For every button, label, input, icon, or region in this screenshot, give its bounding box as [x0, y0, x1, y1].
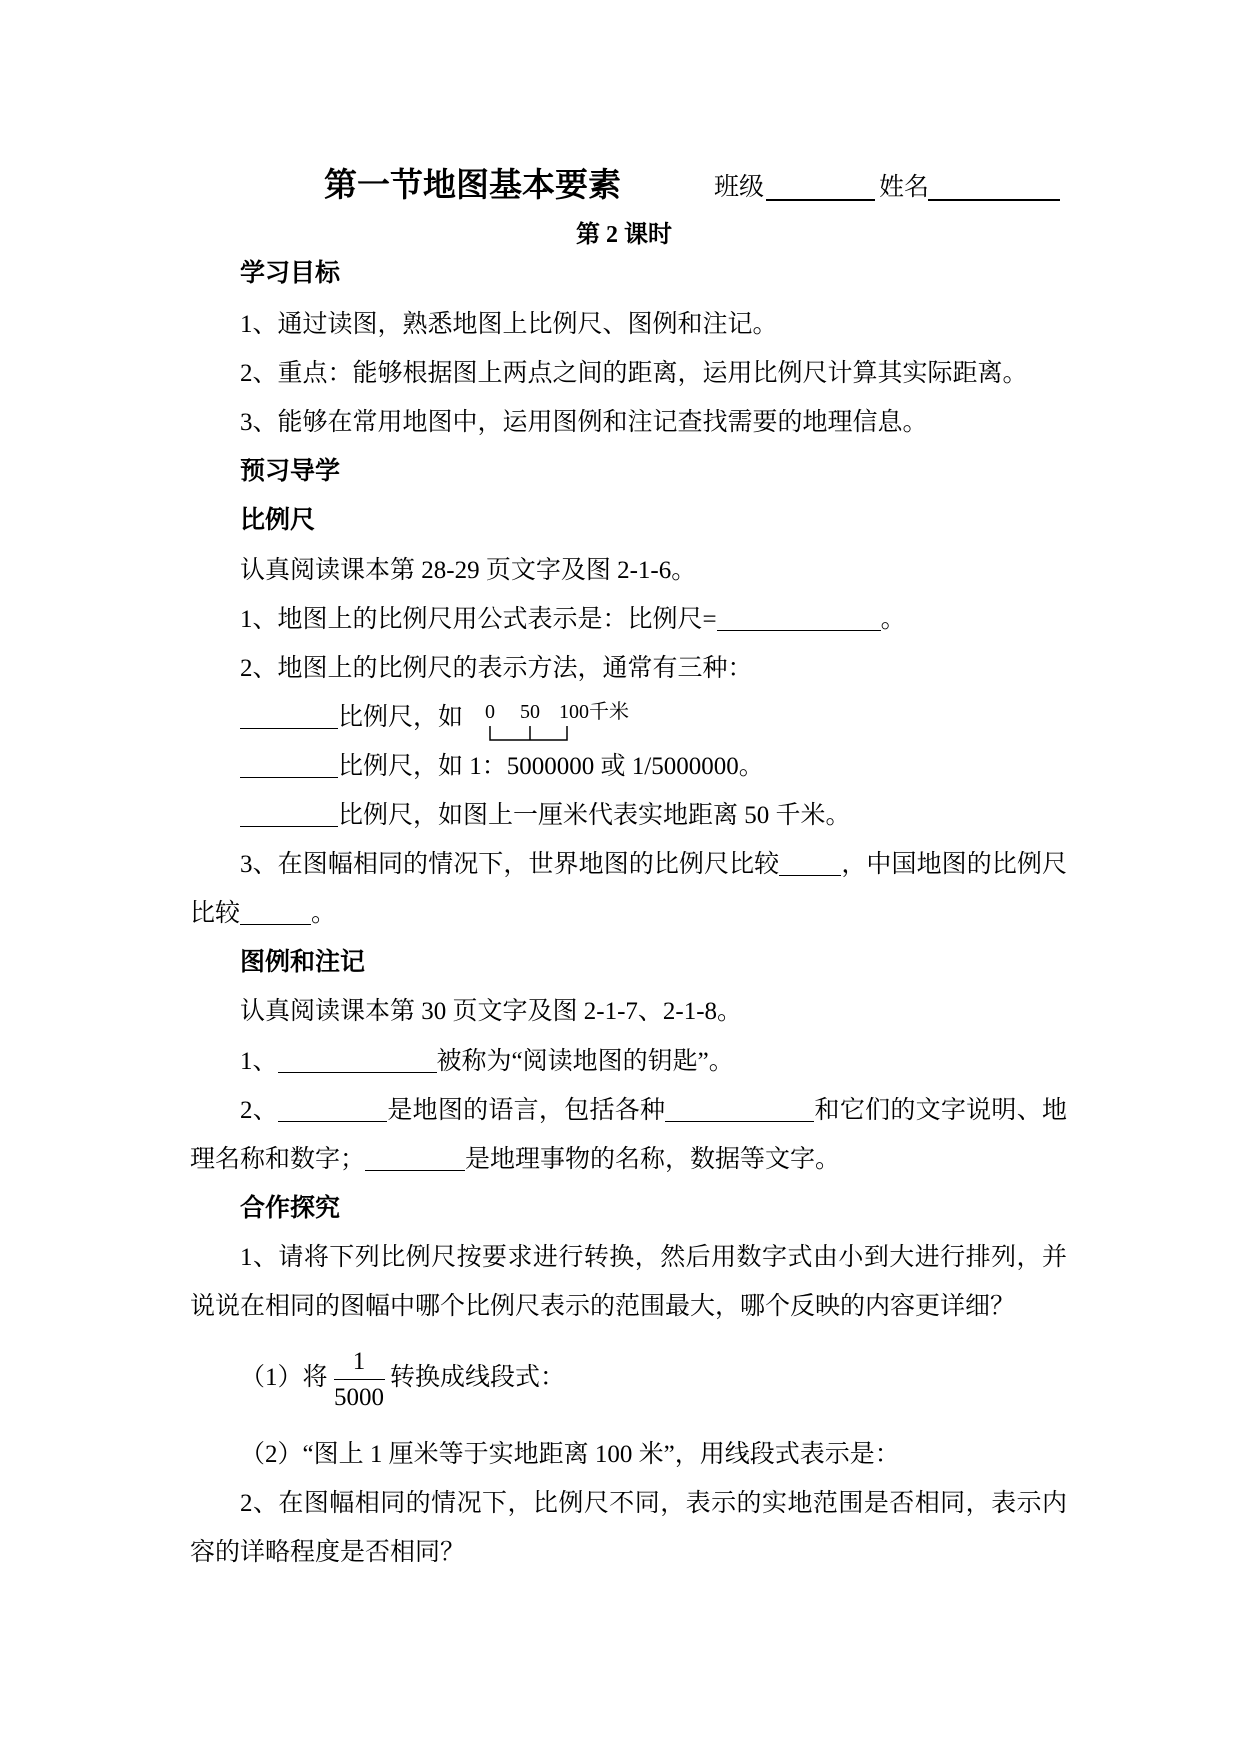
inquiry-part-1-suffix: 转换成线段式：	[390, 1364, 566, 1391]
method-text: 比例尺，如 1：5000000 或 1/5000000。	[338, 753, 764, 780]
fraction-denominator: 5000	[334, 1384, 384, 1411]
scale-bar-label: 0	[485, 701, 495, 723]
question-text: ，中国地图的比例尺	[841, 851, 1067, 878]
lesson-label: 第 2 课时	[576, 222, 672, 248]
section-heading-preview: 预习导学	[240, 458, 341, 485]
answer-blank	[240, 804, 338, 827]
scale-intro: 认真阅读课本第 28-29 页文字及图 2-1-6。	[240, 557, 697, 584]
method-text: 比例尺，如	[338, 704, 464, 731]
answer-blank	[240, 755, 338, 778]
subsection-heading-scale: 比例尺	[240, 507, 316, 534]
question-text: 2、	[240, 1097, 279, 1124]
objective-item: 1、通过读图，熟悉地图上比例尺、图例和注记。	[240, 311, 778, 338]
answer-blank	[665, 1099, 814, 1122]
name-label: 姓名	[879, 174, 930, 201]
answer-blank	[717, 608, 881, 631]
objective-item: 3、能够在常用地图中，运用图例和注记查找需要的地理信息。	[240, 409, 928, 436]
answer-blank	[240, 902, 311, 925]
answer-blank	[365, 1148, 465, 1171]
question-text: 1、地图上的比例尺用公式表示是：比例尺=	[240, 606, 717, 633]
question-text: 是地图的语言，包括各种	[387, 1097, 666, 1124]
question-text: 1、	[240, 1048, 278, 1075]
inquiry-question-2: 2、在图幅相同的情况下，比例尺不同，表示的实地范围是否相同，表示内	[240, 1490, 1067, 1517]
name-blank	[928, 199, 1060, 201]
scale-bar-label: 100千米	[559, 701, 629, 723]
question-text: 比较	[190, 900, 241, 927]
scale-bar-icon	[484, 722, 574, 746]
answer-blank	[278, 1050, 437, 1073]
answer-blank	[240, 706, 338, 729]
legend-question-2	[190, 1091, 1067, 1131]
scale-bar-line	[490, 726, 567, 740]
inquiry-part-1-prefix: （1）将	[240, 1364, 328, 1391]
scale-question-2: 2、地图上的比例尺的表示方法，通常有三种：	[240, 655, 753, 682]
legend-intro: 认真阅读课本第 30 页文字及图 2-1-7、2-1-8。	[240, 998, 743, 1025]
legend-question-1	[190, 1042, 1067, 1082]
inquiry-part-2: （2）“图上 1 厘米等于实地距离 100 米”，用线段式表示是：	[240, 1441, 900, 1468]
method-text: 比例尺，如图上一厘米代表实地距离 50 千米。	[338, 802, 851, 829]
scale-method-line	[190, 747, 1067, 787]
section-heading-objectives: 学习目标	[240, 260, 341, 287]
question-text: 。	[311, 900, 337, 927]
scale-question-3-cont	[190, 894, 1067, 934]
class-label: 班级	[714, 174, 765, 201]
question-text: 是地理事物的名称，数据等文字。	[465, 1146, 841, 1173]
scale-question-1	[190, 600, 1067, 640]
fraction-bar	[334, 1379, 385, 1380]
scale-bar-label: 50	[520, 701, 540, 723]
question-text: 被称为“阅读地图的钥匙”。	[436, 1048, 734, 1075]
section-heading-inquiry: 合作探究	[240, 1195, 341, 1222]
class-blank	[766, 199, 875, 201]
answer-blank	[278, 1099, 387, 1122]
legend-question-2-cont	[190, 1140, 1067, 1180]
question-text: 3、在图幅相同的情况下，世界地图的比例尺比较	[240, 851, 780, 878]
question-text: 。	[880, 606, 906, 633]
page-title: 第一节地图基本要素	[324, 168, 621, 204]
scale-question-3	[190, 845, 1067, 885]
fraction-numerator: 1	[352, 1348, 366, 1375]
scale-method-line	[190, 796, 1067, 836]
question-text: 理名称和数字；	[190, 1146, 366, 1173]
inquiry-question-2-cont: 容的详略程度是否相同？	[190, 1539, 466, 1566]
objective-item: 2、重点：能够根据图上两点之间的距离，运用比例尺计算其实际距离。	[240, 360, 1028, 387]
subsection-heading-legend: 图例和注记	[240, 949, 366, 976]
inquiry-question-1: 1、请将下列比例尺按要求进行转换，然后用数字式由小到大进行排列，并	[240, 1244, 1067, 1271]
inquiry-question-1-cont: 说说在相同的图幅中哪个比例尺表示的范围最大，哪个反映的内容更详细？	[190, 1293, 1016, 1320]
question-text: 和它们的文字说明、地	[814, 1097, 1067, 1124]
answer-blank	[779, 853, 841, 876]
